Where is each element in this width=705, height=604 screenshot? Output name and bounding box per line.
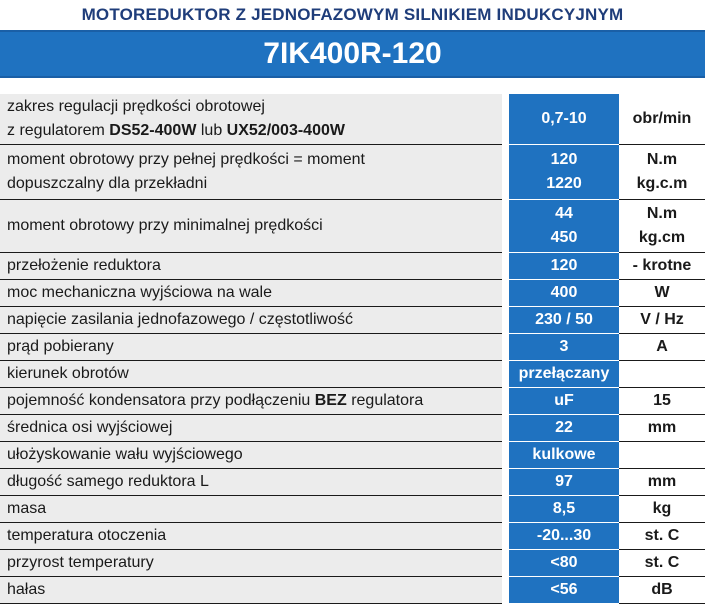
spec-label-text: kierunek obrotów [7, 365, 129, 382]
spec-value [509, 200, 619, 253]
spec-label-line [7, 524, 496, 548]
column-gap [502, 334, 509, 361]
spec-value [509, 280, 619, 307]
spec-label-text: moment obrotowy przy minimalnej prędkości [7, 217, 323, 234]
spec-label-text: temperatura otoczenia [7, 527, 167, 544]
spec-table [0, 94, 705, 604]
spec-label-text: prąd pobierany [7, 338, 114, 355]
column-gap [502, 550, 509, 577]
spec-unit [619, 442, 705, 469]
column-gap [502, 200, 509, 253]
spec-label-line [7, 389, 496, 413]
spec-unit-line: W [654, 284, 670, 301]
spec-value-line: 450 [550, 229, 578, 246]
spec-value-line: 400 [550, 284, 578, 301]
table-row [0, 523, 705, 550]
spec-label [0, 442, 502, 469]
spec-unit-line: - krotne [632, 257, 692, 274]
spec-value-line: 120 [550, 151, 578, 168]
spec-label-text: moment obrotowy przy pełnej prędkości = moment [7, 151, 365, 168]
spec-label [0, 496, 502, 523]
spec-value-line: 97 [555, 473, 573, 490]
spec-label-line [7, 497, 496, 521]
column-gap [502, 415, 509, 442]
column-gap [502, 280, 509, 307]
spec-label-text: dopuszczalny dla przekładni [7, 175, 208, 192]
spec-label-line [7, 148, 496, 172]
table-row [0, 388, 705, 415]
table-row [0, 280, 705, 307]
spec-label-line [7, 335, 496, 359]
spec-label [0, 550, 502, 577]
spec-label-text: przełożenie reduktora [7, 257, 161, 274]
spec-value-line: 230 / 50 [535, 311, 593, 328]
spec-unit-line: V / Hz [640, 311, 684, 328]
spec-label [0, 334, 502, 361]
table-row [0, 577, 705, 604]
column-gap [502, 469, 509, 496]
spec-unit [619, 334, 705, 361]
spec-value [509, 145, 619, 200]
column-gap [502, 361, 509, 388]
column-gap [502, 442, 509, 469]
table-row [0, 307, 705, 334]
spec-label [0, 388, 502, 415]
spec-value-line: <56 [550, 581, 578, 598]
spec-label [0, 253, 502, 280]
spec-value-line: przełączany [518, 365, 610, 382]
spec-value-line: 120 [550, 257, 578, 274]
spec-unit-line: kg.c.m [636, 175, 688, 192]
spec-unit-line: 15 [653, 392, 671, 409]
spec-label-line [7, 470, 496, 494]
spec-value-line: 22 [555, 419, 573, 436]
spec-value-line: 3 [559, 338, 569, 355]
spec-unit [619, 145, 705, 200]
model-banner: 7IK400R-120 [0, 30, 705, 78]
spec-unit-line: N.m [646, 151, 678, 168]
spec-unit-line: st. C [644, 527, 680, 544]
spec-table-body [0, 94, 705, 604]
spec-unit [619, 388, 705, 415]
column-gap [502, 145, 509, 200]
spec-label-text: długość samego reduktora L [7, 473, 209, 490]
spec-value-line: kulkowe [532, 446, 596, 463]
spec-label [0, 469, 502, 496]
spec-value [509, 469, 619, 496]
spec-label-keyword: UX52/003-400W [226, 122, 345, 139]
spec-value [509, 577, 619, 604]
spec-unit [619, 415, 705, 442]
spec-value [509, 253, 619, 280]
spec-value-line: uF [554, 392, 574, 409]
table-row [0, 361, 705, 388]
spec-unit [619, 550, 705, 577]
table-row [0, 200, 705, 253]
spec-label-text: przyrost temperatury [7, 554, 154, 571]
spec-value [509, 523, 619, 550]
table-row [0, 145, 705, 200]
spec-unit-line: N.m [646, 205, 678, 222]
spacer [0, 78, 705, 94]
spec-label [0, 280, 502, 307]
spec-unit [619, 361, 705, 388]
spec-unit-line: st. C [644, 554, 680, 571]
spec-label [0, 523, 502, 550]
spec-label-text: moc mechaniczna wyjściowa na wale [7, 284, 272, 301]
spec-label-line [7, 308, 496, 332]
spec-value-line: 1220 [546, 175, 582, 192]
table-row [0, 253, 705, 280]
spec-label-line [7, 95, 496, 119]
spec-label [0, 307, 502, 334]
spec-unit-line: obr/min [632, 110, 692, 127]
spec-label-text: lub [196, 122, 227, 139]
spec-label [0, 361, 502, 388]
spec-label-text: napięcie zasilania jednofazowego / częstotliwość [7, 311, 353, 328]
column-gap [502, 496, 509, 523]
spec-label-keyword: BEZ [314, 392, 347, 409]
table-row [0, 496, 705, 523]
spec-label-line [7, 281, 496, 305]
table-row [0, 334, 705, 361]
column-gap [502, 388, 509, 415]
spec-label-text: regulatora [346, 392, 424, 409]
spec-label-line [7, 119, 496, 143]
spec-label [0, 145, 502, 200]
spec-label-text: hałas [7, 581, 46, 598]
spec-label [0, 94, 502, 145]
spec-unit-line: mm [647, 473, 677, 490]
spec-label-line [7, 254, 496, 278]
table-row [0, 415, 705, 442]
spec-value [509, 334, 619, 361]
spec-value-line: 0,7-10 [541, 110, 587, 127]
spec-unit [619, 577, 705, 604]
column-gap [502, 577, 509, 604]
spec-label [0, 200, 502, 253]
spec-unit [619, 280, 705, 307]
spec-label-line [7, 578, 496, 602]
spec-unit-line: kg.cm [638, 229, 686, 246]
spec-unit [619, 523, 705, 550]
page-title: MOTOREDUKTOR Z JEDNOFAZOWYM SILNIKIEM INDUKCYJNYM [0, 0, 705, 30]
spec-unit-line: kg [652, 500, 672, 517]
column-gap [502, 307, 509, 334]
spec-value [509, 388, 619, 415]
spec-label-text: masa [7, 500, 47, 517]
spec-unit [619, 469, 705, 496]
spec-unit [619, 200, 705, 253]
spec-label-text: ułożyskowanie wału wyjściowego [7, 446, 243, 463]
spec-unit [619, 253, 705, 280]
table-row [0, 550, 705, 577]
spec-value [509, 307, 619, 334]
spec-label-text: zakres regulacji prędkości obrotowej [7, 98, 265, 115]
spec-value-line: <80 [550, 554, 578, 571]
table-row [0, 94, 705, 145]
spec-unit-line: dB [651, 581, 673, 598]
spec-value-line: -20...30 [536, 527, 592, 544]
spec-unit-line: A [656, 338, 668, 355]
spec-unit [619, 307, 705, 334]
spec-label-line [7, 551, 496, 575]
spec-label-text: średnica osi wyjściowej [7, 419, 173, 436]
column-gap [502, 523, 509, 550]
spec-value-line: 44 [555, 205, 573, 222]
spec-label-keyword: DS52-400W [109, 122, 197, 139]
spec-value [509, 415, 619, 442]
spec-label-line [7, 362, 496, 386]
spec-label-text: z regulatorem [7, 122, 110, 139]
spec-label [0, 577, 502, 604]
spec-unit [619, 94, 705, 145]
spec-value [509, 550, 619, 577]
column-gap [502, 94, 509, 145]
spec-label-text: pojemność kondensatora przy podłączeniu [7, 392, 315, 409]
table-row [0, 469, 705, 496]
spec-unit [619, 496, 705, 523]
spec-value [509, 94, 619, 145]
table-row [0, 442, 705, 469]
spec-value [509, 496, 619, 523]
spec-value [509, 442, 619, 469]
spec-label-line [7, 443, 496, 467]
spec-unit-line: mm [647, 419, 677, 436]
spec-label-line [7, 416, 496, 440]
spec-label-line [7, 214, 496, 238]
spec-value-line: 8,5 [552, 500, 576, 517]
spec-label [0, 415, 502, 442]
spec-value [509, 361, 619, 388]
spec-label-line [7, 172, 496, 196]
column-gap [502, 253, 509, 280]
